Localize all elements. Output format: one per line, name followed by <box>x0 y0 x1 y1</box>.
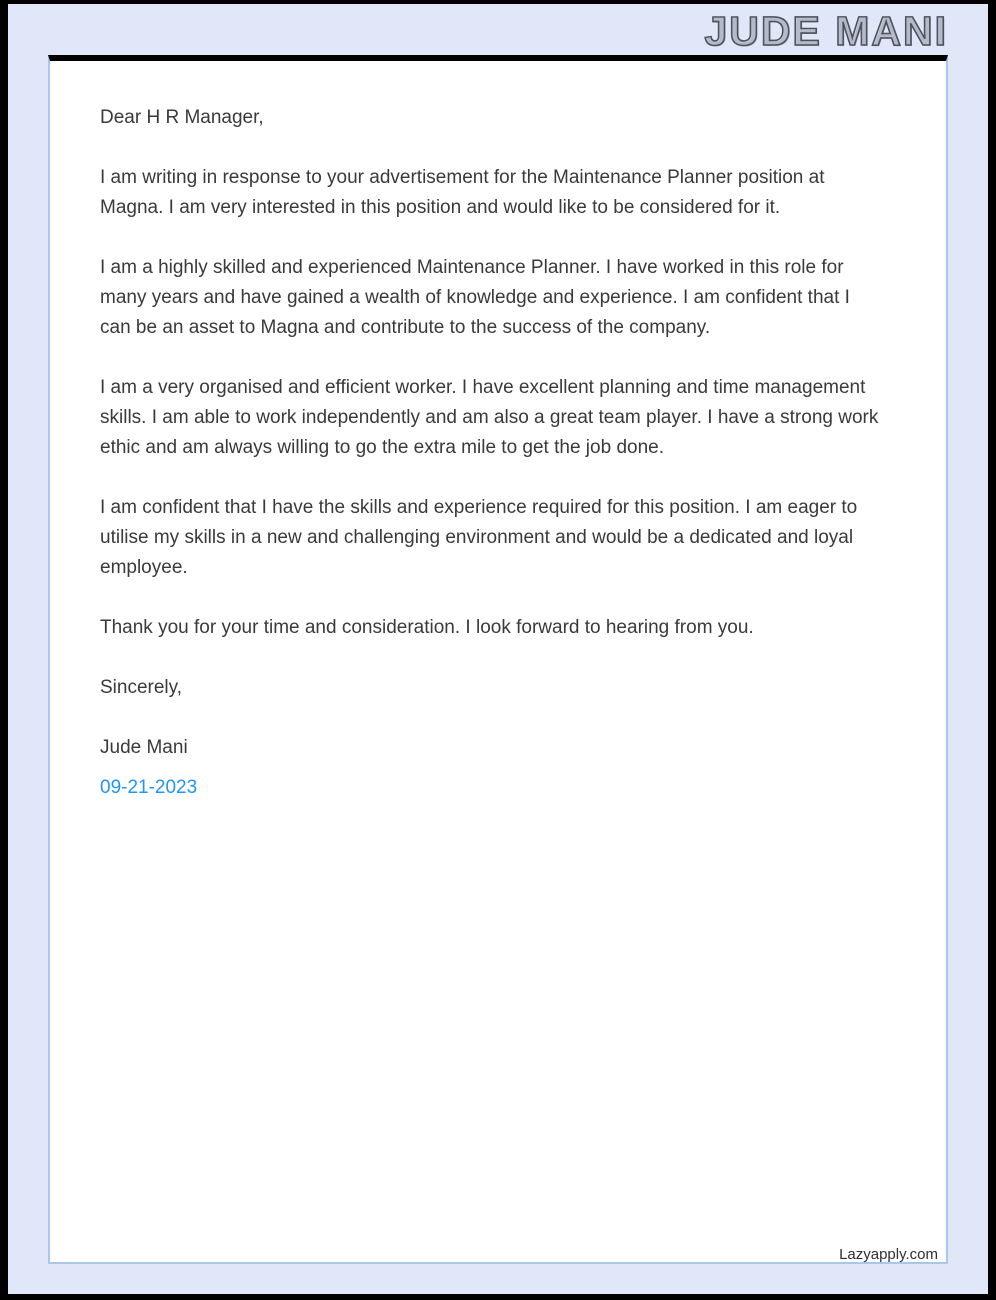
letter-page <box>48 55 948 1264</box>
letter-closing: Sincerely, <box>100 677 183 698</box>
letter-date-row <box>100 773 884 803</box>
letter-body <box>50 61 946 803</box>
letter-paragraph-2: I am a highly skilled and experienced Maintenance Planner. I have worked in this role for many years and have gained a wealth of knowledge and experience. I am confident that I can be an asset to Magna and contribute to the success of the company. <box>100 257 850 338</box>
signature-name: Jude Mani <box>100 737 188 758</box>
letter-paragraph-1: I am writing in response to your advertisement for the Maintenance Planner position at Magna. I am very interested in this position and would like to be considered for it. <box>100 167 825 218</box>
letter-paragraph-3: I am a very organised and efficient worker. I have excellent planning and time management skills. I am able to work independently and am also a great team player. I have a strong work ethic and am always willing to go the extra mile to get the job done. <box>100 377 879 458</box>
letter-date-link[interactable]: 09-21-2023 <box>100 777 198 798</box>
lazyapply-watermark-link[interactable]: Lazyapply.com <box>839 1246 938 1263</box>
letter-paragraph-4: I am confident that I have the skills and experience required for this position. I am eager to utilise my skills in a new and challenging environment and would be a dedicated and loyal employee. <box>100 497 858 578</box>
letter-paragraph-5: Thank you for your time and consideration. I look forward to hearing from you. <box>100 617 754 638</box>
letterhead-name: JUDE MANI <box>704 8 948 54</box>
letter-greeting: Dear H R Manager, <box>100 107 264 128</box>
